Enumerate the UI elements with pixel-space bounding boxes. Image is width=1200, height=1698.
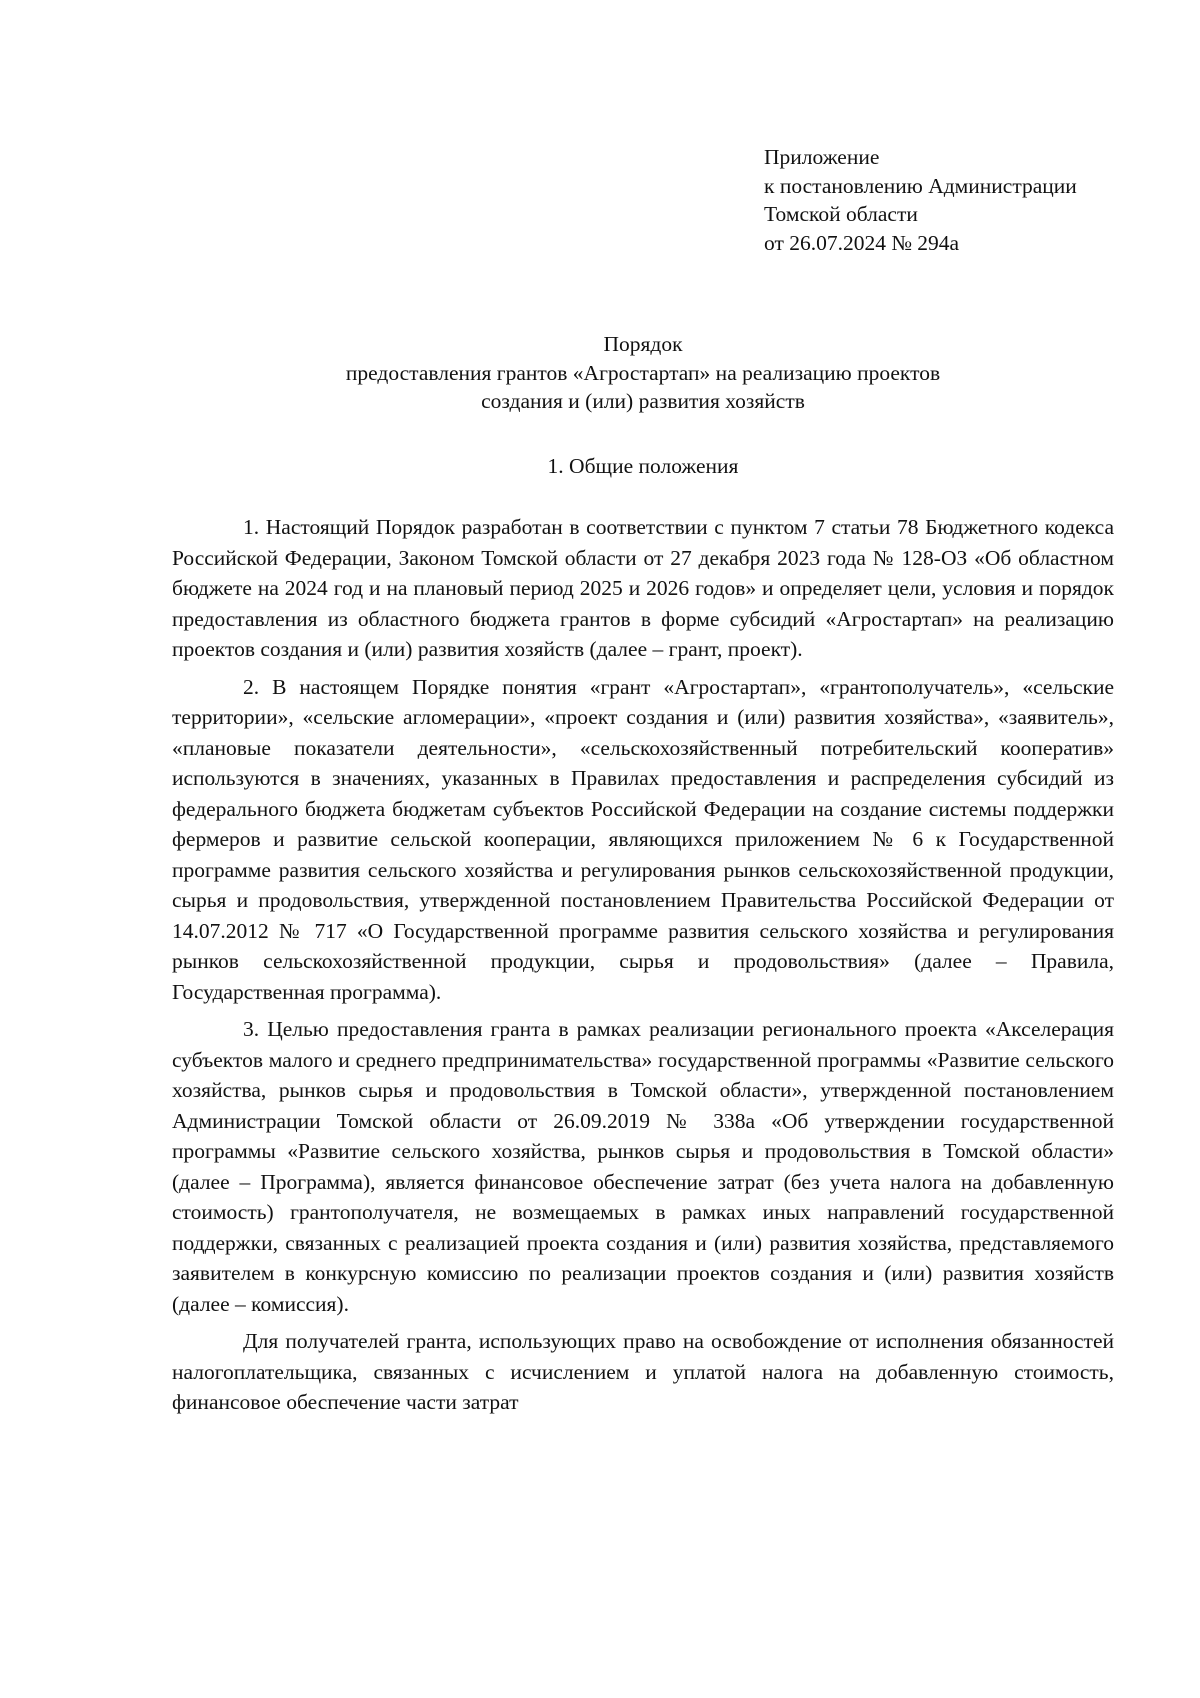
appendix-line-4: от 26.07.2024 № 294а (764, 230, 960, 255)
section-heading: 1. Общие положения (547, 454, 739, 478)
appendix-line-1: Приложение (764, 145, 880, 169)
paragraph-2: 2. В настоящем Порядке понятия «грант «Агростартап», «грантополучатель», «сельские территории», «сельские агломерации», «проект создания и (или) развития хозяйства», «заявитель», «плановые показатели деятельности», «сельскохозяйственный потребительский кооператив» используются в значениях, указанных в Правилах предоставления и распределения субсидий из федерального бюджета бюджетам субъектов Российской Федерации на создание системы поддержки фермеров и развитие сельской кооперации, являющихся приложением № 6 к Государственной программе развития сельского хозяйства и регулирования рынков сельскохозяйственной продукции, сырья и продовольствия, утвержденной постановлением Правительства Российской Федерации от 14.07.2012 № 717 «О Государственной программе развития сельского хозяйства и регулирования рынков сельскохозяйственной продукции, сырья и продовольствия» (далее – Правила, Государственная программа). (172, 674, 1114, 1004)
appendix-line-2: к постановлению Администрации (764, 173, 1077, 198)
document-title (170, 330, 1116, 416)
title-line-2: предоставления грантов «Агростартап» на реализацию проектов (345, 360, 941, 385)
appendix-header (764, 143, 1077, 257)
body-text (172, 512, 1114, 1425)
title-line-3: создания и (или) развития хозяйств (481, 389, 805, 413)
paragraph-3: 3. Целью предоставления гранта в рамках реализации регионального проекта «Акселерация субъектов малого и среднего предпринимательства» государственной программы «Развитие сельского хозяйства, рынков сырья и продовольствия в Томской области», утвержденной постановлением Администрации Томской области от 26.09.2019 № 338а «Об утверждении государственной программы «Развитие сельского хозяйства, рынков сырья и продовольствия в Томской области» (далее – Программа), является финансовое обеспечение затрат (без учета налога на добавленную стоимость) грантополучателя, не возмещаемых в рамках иных направлений государственной поддержки, связанных с реализацией проекта создания и (или) развития хозяйства, представляемого заявителем в конкурсную комиссию по реализации проектов создания и (или) развития хозяйств (далее – комиссия). (172, 1017, 1114, 1316)
paragraph-1: 1. Настоящий Порядок разработан в соответствии с пунктом 7 статьи 78 Бюджетного кодекса Российской Федерации, Законом Томской области от 27 декабря 2023 года № 128-ОЗ «Об областном бюджете на 2024 год и на плановый период 2025 и 2026 годов» и определяет цели, условия и порядок предоставления из областного бюджета грантов в форме субсидий «Агростартап» на реализацию проектов создания и (или) развития хозяйств (далее – грант, проект). (172, 515, 1114, 661)
title-line-1: Порядок (603, 332, 683, 356)
paragraph-4: Для получателей гранта, использующих право на освобождение от исполнения обязанностей налогоплательщика, связанных с исчислением и уплатой налога на добавленную стоимость, финансовое обеспечение части затрат (172, 1329, 1114, 1414)
appendix-line-3: Томской области (764, 202, 918, 226)
